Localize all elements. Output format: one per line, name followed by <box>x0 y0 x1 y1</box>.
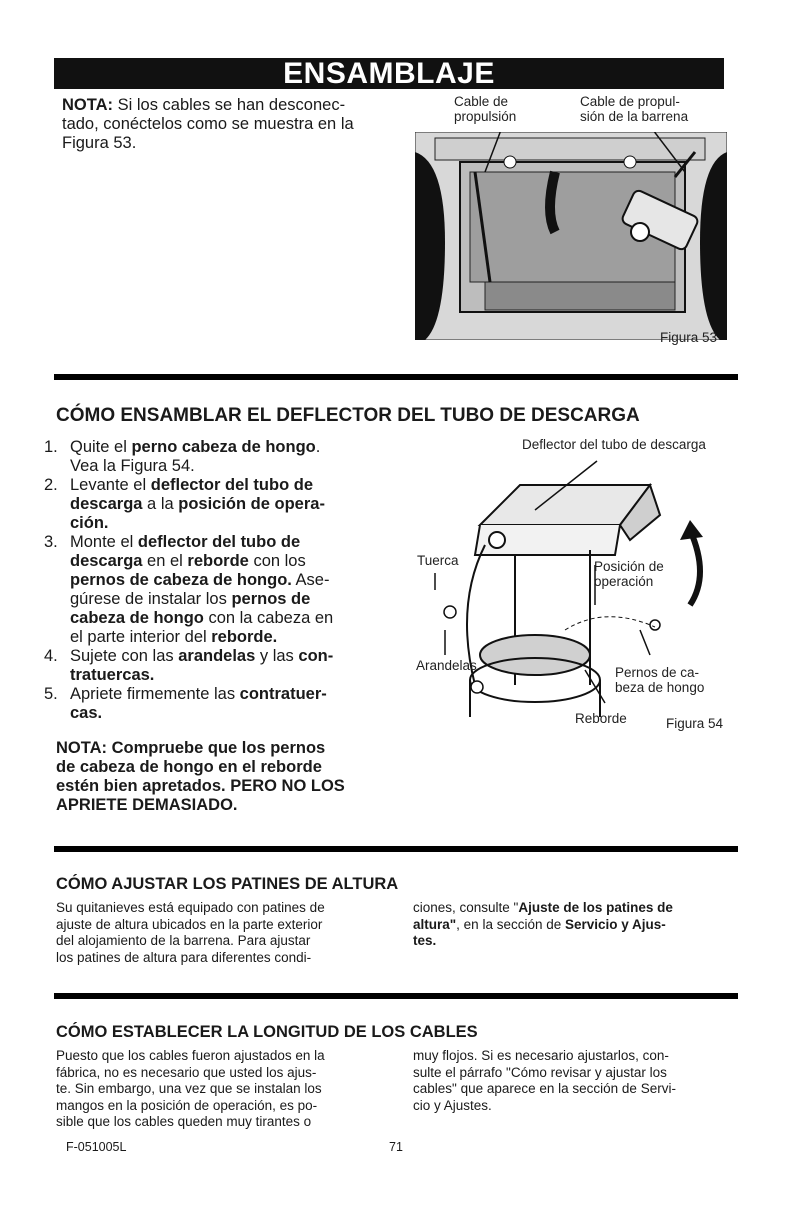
bold-term: con- tratuercas. <box>70 647 334 684</box>
step-number: 3. <box>44 533 58 551</box>
patines-col1: Su quitanieves está equipado con patines de ajuste de altura ubicados en la parte exterior del alojamiento de la barrena. Para ajustar los patines de altura para diferentes condi- <box>56 900 325 965</box>
label-posicion-operacion: Posición de operación <box>594 559 664 589</box>
bold-term: perno cabeza de hongo <box>131 438 316 456</box>
bold-term: reborde. <box>211 628 278 646</box>
text-run: a la <box>142 495 179 513</box>
label-arandelas: Arandelas <box>416 658 477 673</box>
section-note: NOTA: Compruebe que los pernos de cabeza de hongo en el reborde estén bien apretados. PERO NO LOS APRIETE DEMASIADO. <box>56 739 345 814</box>
text-run: , en la sección de <box>456 916 565 932</box>
bold-term: deflector del tubo de descarga <box>70 476 313 513</box>
bold-term: contratuer- cas. <box>70 685 327 722</box>
page-title: ENSAMBLAJE <box>54 58 724 89</box>
text-run: . Vea la Figura 54. <box>70 438 321 475</box>
assembly-step <box>38 438 383 476</box>
text-run: Ase- gúrese de instalar los <box>70 571 330 608</box>
text-run: y las <box>255 647 299 665</box>
assembly-step <box>38 647 383 685</box>
step-number: 2. <box>44 476 58 494</box>
assembly-step <box>38 476 383 533</box>
cables-col1: Puesto que los cables fueron ajustados en la fábrica, no es necesario que usted los ajus- te. Sin embargo, una vez que se instalan los mangos en la posición de operación, es po- sible que los cables queden muy tirantes o <box>56 1048 325 1129</box>
note-text: Si los cables se han desconec- tado, conéctelos como se muestra en la Figura 53. <box>62 96 354 152</box>
section-title-patines: CÓMO AJUSTAR LOS PATINES DE ALTURA <box>56 875 399 893</box>
text-run: Quite el <box>70 438 132 456</box>
text-run: con los <box>253 552 306 570</box>
section-divider <box>54 993 738 999</box>
note-connect-cables <box>62 96 402 153</box>
page-number: 71 <box>389 1140 403 1154</box>
assembly-steps <box>38 438 383 723</box>
bold-term: Servicio y Ajus- tes. <box>413 916 666 948</box>
bold-term: arandelas <box>178 647 256 665</box>
text-run: ciones, consulte " <box>413 900 519 915</box>
label-deflector: Deflector del tubo de descarga <box>522 437 706 452</box>
text-run: Monte el <box>70 533 138 551</box>
section-title-deflector: CÓMO ENSAMBLAR EL DEFLECTOR DEL TUBO DE DESCARGA <box>56 405 640 426</box>
patines-col2 <box>413 900 743 950</box>
label-reborde: Reborde <box>575 711 627 726</box>
cables-col2: muy flojos. Si es necesario ajustarlos, con- sulte el párrafo "Cómo revisar y ajustar los cables" que aparece en la sección de Servi- cio y Ajustes. <box>413 1048 676 1113</box>
text-run: con la cabeza en el parte interior del <box>70 609 334 646</box>
text-run: Levante el <box>70 476 151 494</box>
figure-54-caption: Figura 54 <box>666 716 724 731</box>
note-label: NOTA: <box>62 96 114 114</box>
assembly-step <box>38 533 383 647</box>
callout-cable-propulsion: Cable de propulsión <box>454 94 517 124</box>
text-run: Sujete con las <box>70 647 179 665</box>
bold-term: deflector del tubo de descarga <box>70 533 301 570</box>
label-pernos: Pernos de ca- beza de hongo <box>615 665 705 695</box>
label-tuerca: Tuerca <box>417 553 459 568</box>
text-run: Apriete firmemente las <box>70 685 240 703</box>
step-number: 4. <box>44 647 58 665</box>
text-run: en el <box>142 552 188 570</box>
bold-term: reborde <box>187 552 249 570</box>
section-divider <box>54 374 738 380</box>
section-title-cables: CÓMO ESTABLECER LA LONGITUD DE LOS CABLES <box>56 1023 478 1041</box>
figure-53-caption: Figura 53 <box>660 330 718 345</box>
figure-53-illustration <box>415 132 727 340</box>
assembly-step <box>38 685 383 723</box>
bold-term: pernos de cabeza de hongo <box>70 590 311 627</box>
bold-term: posición de opera- ción. <box>70 495 325 532</box>
step-number: 1. <box>44 438 58 456</box>
bold-term: pernos de cabeza de hongo. <box>70 571 292 589</box>
step-number: 5. <box>44 685 58 703</box>
section-divider <box>54 846 738 852</box>
callout-cable-barrena: Cable de propul- sión de la barrena <box>580 94 689 124</box>
bold-term: Ajuste de los patines de altura" <box>413 900 673 932</box>
document-code: F-051005L <box>66 1140 127 1154</box>
